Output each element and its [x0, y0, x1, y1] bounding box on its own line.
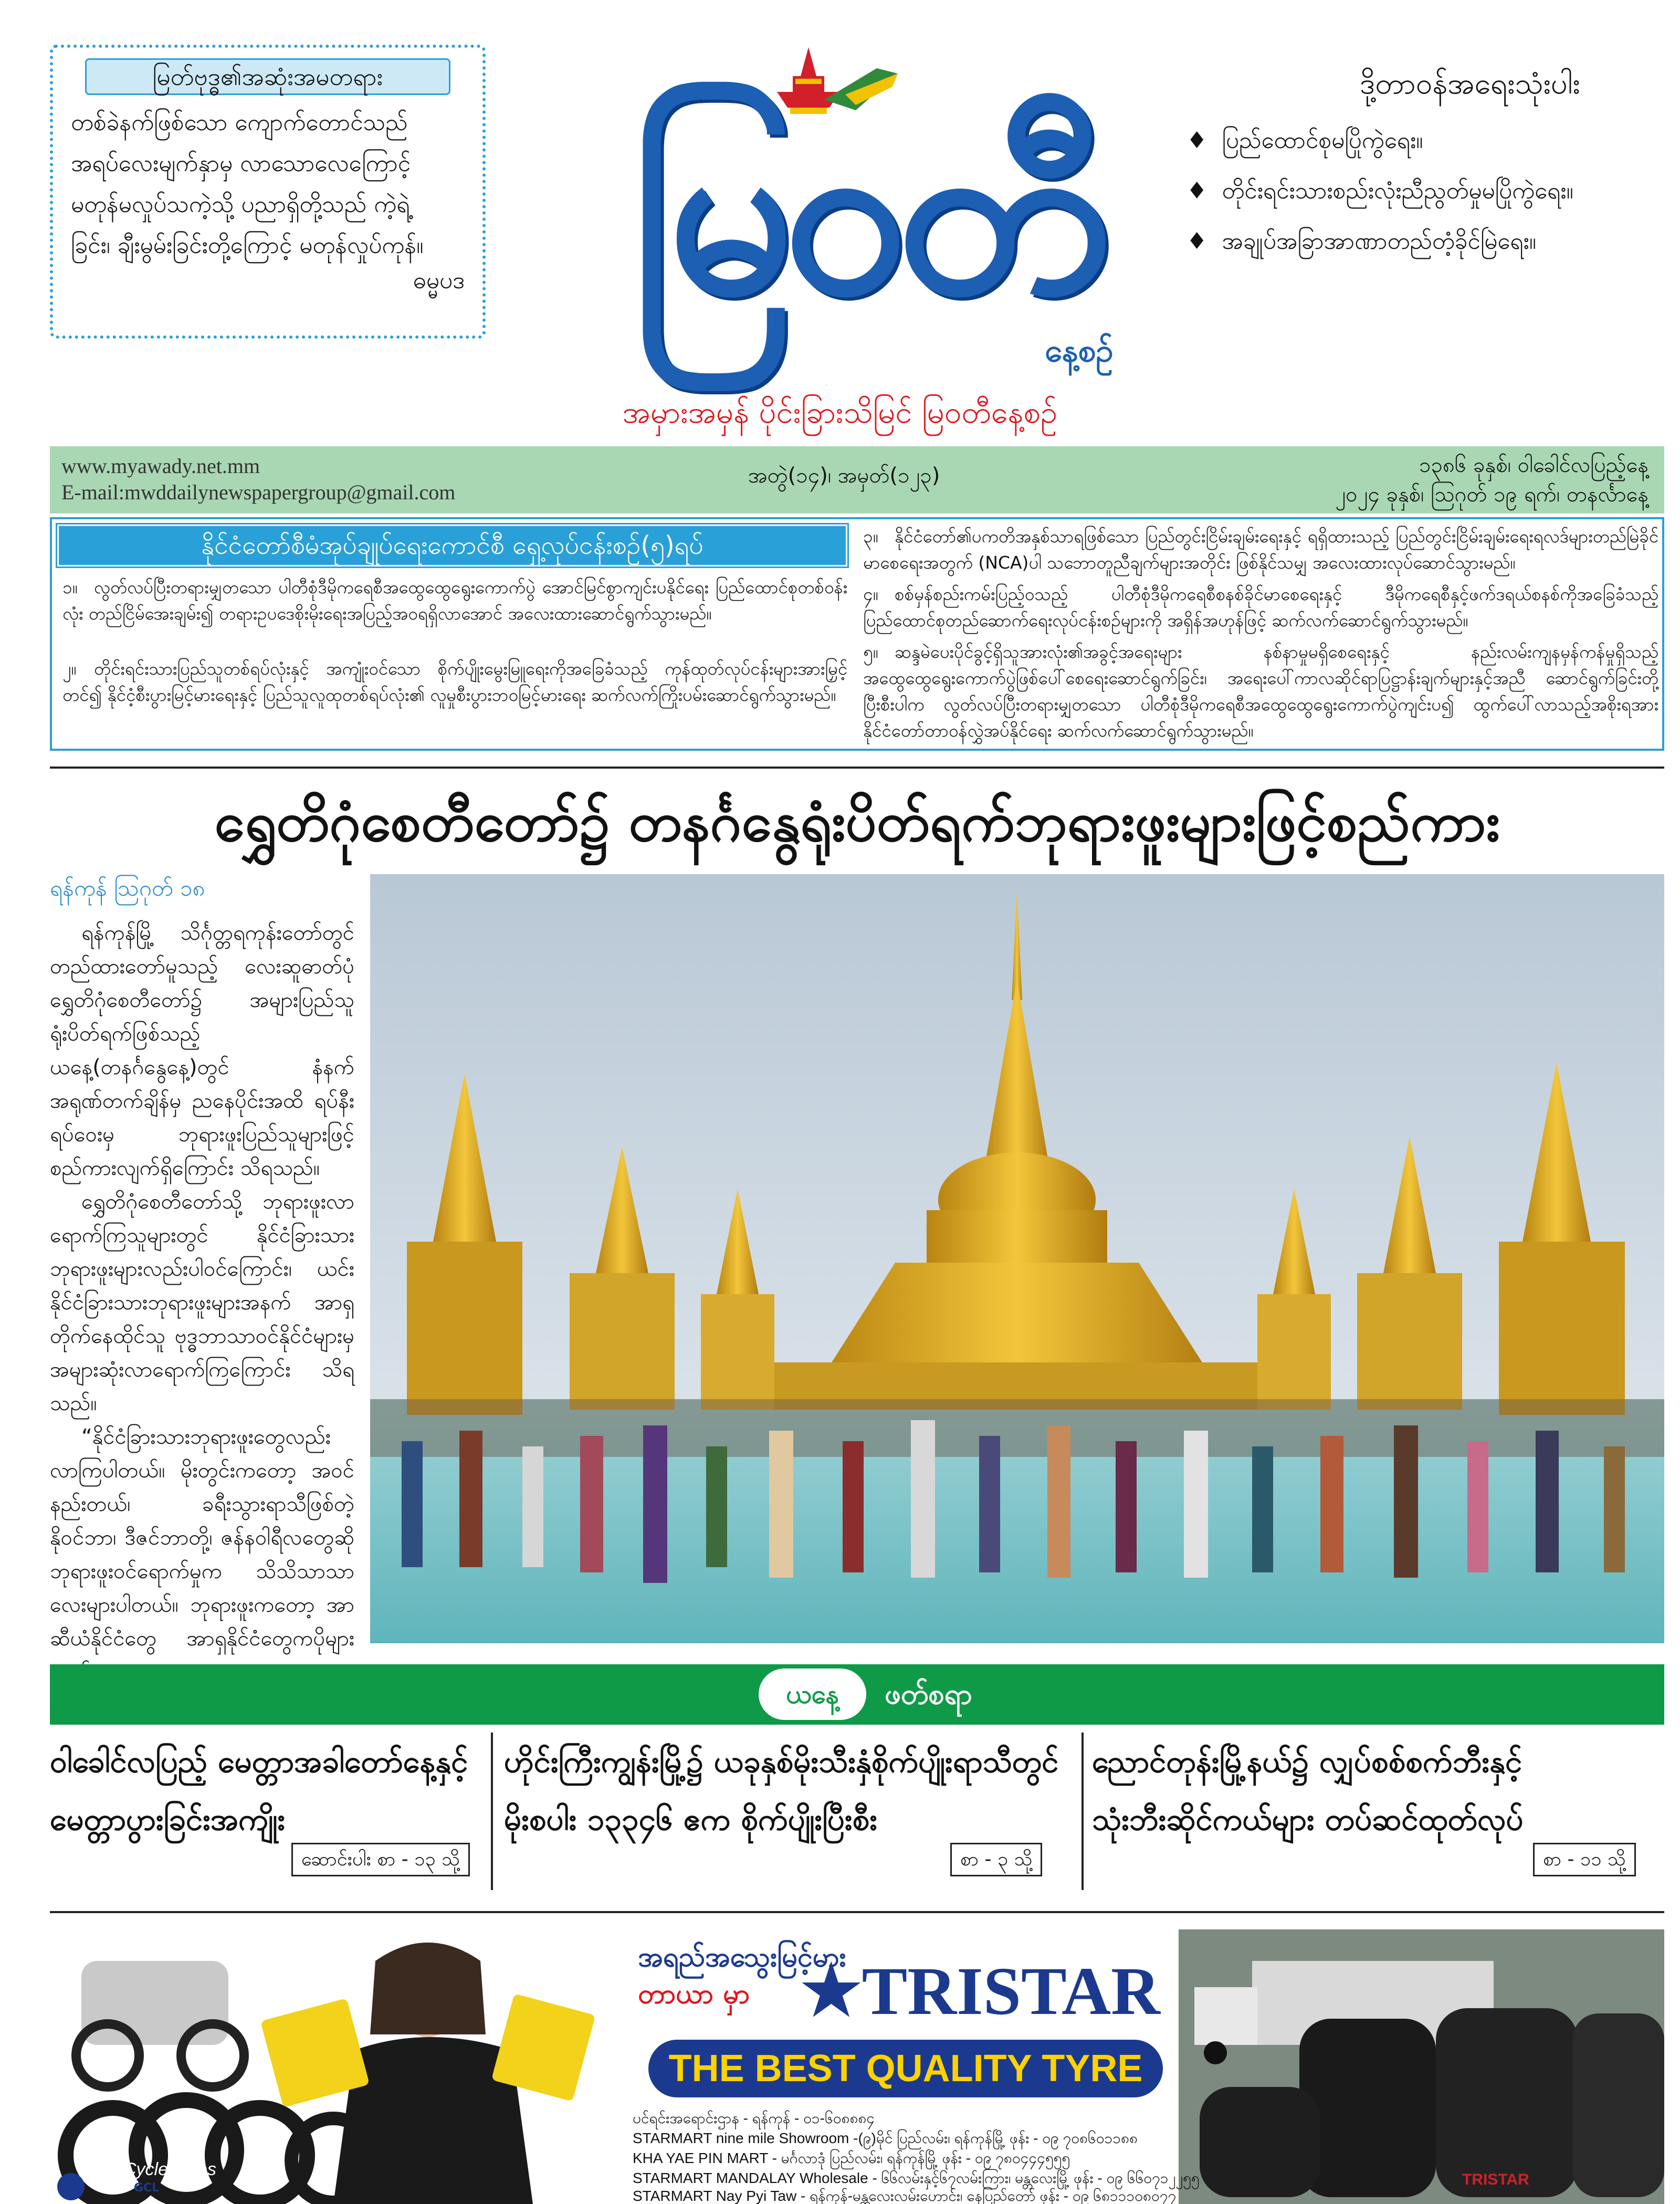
slogans-title: ဒို့တာဝန်အရေးသုံးပါး: [1360, 67, 1580, 101]
shwedagon-pagoda-photo: [370, 874, 1664, 1643]
slogan-text: တိုင်းရင်းသားစည်းလုံးညီညွတ်မှုမပြိုကွဲရေး။: [1222, 177, 1573, 204]
slogan-item: [1186, 166, 1659, 216]
teaser-line: မေတ္တာပွားခြင်းအကျိုး: [50, 1801, 286, 1837]
ad-tagline-2: တာယာ မှာ: [638, 1978, 750, 2010]
ad-contact-line: KHA YAE PIN MART - မင်္ဂလာဒုံ ပြည်လမ်း၊ ရန်ကုန်မြို့ ဖုန်း - ၀၉ ၇၈၀၄၄၄၅၅၅: [633, 2150, 1070, 2166]
objective-number: ၁။: [62, 577, 78, 597]
objective-text: ဆန္ဒမဲပေးပိုင်ခွင့်ရှိသူအားလုံး၏အခွင့်အရေးများ နစ်နာမှုမရှိစေရေးနှင့် နည်းလမ်းကျနမှန်ကန်မှုရှိသည့် အထွေထွေရွေးကောက်ပွဲဖြစ်ပေါ်စေရေးဆောင်ရွက်ခြင်း၊ အရေးပေါ်ကာလဆိုင်ရာပြဋ္ဌာန်းချက်များနှင့်အညီ ဆောင်ရွက်ခြင်းတို့ပြီးစီးပါက လွတ်လပ်ပြီးတရားမျှတသော ပါတီစုံဒီမိုကရေစီအထွေထွေရွေးကောက်ပွဲကျင်းပ၍ ထွက်ပေါ်လာသည့်အစိုးရအား နိုင်ငံတော်တာဝန်လွှဲအပ်နိုင်ရေး ဆက်လက်ဆောင်ရွက်သွားမည်။: [863, 642, 1658, 741]
quote-title: မြတ်ဗုဒ္ဓ၏အဆုံးအမတရား: [85, 58, 450, 95]
objectives-box: [50, 517, 1664, 751]
teaser-line: ဟိုင်းကြီးကျွန်းမြို့၌ ယခုနှစ်မိုးသီးနှံစိုက်ပျိုးရာသီတွင်: [504, 1744, 1059, 1779]
objectives-title: နိုင်ငံတော်စီမံအုပ်ချုပ်ရေးကောင်စီ ရှေ့လုပ်ငန်းစဉ်(၅)ရပ်: [57, 524, 847, 566]
masthead-title: မြဝတီ: [631, 87, 1101, 343]
today-pill: ယနေ့: [759, 1668, 866, 1720]
objective-number: ၄။: [863, 584, 878, 604]
objective-text: နိုင်ငံတော်၏ပကတိအနှစ်သာရဖြစ်သော ပြည်တွင်းငြိမ်းချမ်းရေးနှင့် ရရှိထားသည့် ပြည်တွင်းငြိမ်းချမ်းရေးရလဒ်များတည်မြဲခိုင်မာစေရေးအတွက် (NCA)ပါ သဘောတူညီချက်များအတိုင်း ဖြစ်နိုင်သမျှ အလေးထားလုပ်ဆောင်သွားမည်။: [863, 526, 1658, 573]
ad-contact-line: STARMART MANDALAY Wholesale - ၆၆လမ်းနှင့်၆၇လမ်းကြား၊ မန္တလေးမြို့ ဖုန်း - ၀၉ ၆၆၀၇၁၂၂၅၅: [633, 2170, 1200, 2186]
objective-number: ၂။: [62, 658, 77, 679]
objective-item: [863, 581, 1658, 634]
teaser-page-ref[interactable]: စာ - ၁၁ သို့: [1533, 1843, 1636, 1876]
teaser-item[interactable]: [50, 1733, 491, 1906]
objective-item: [863, 639, 1658, 744]
objective-text: စစ်မှန်စည်းကမ်းပြည့်ဝသည့် ပါတီစုံဒီမိုကရေစီစနစ်ခိုင်မာစေရေးနှင့် ဒီမိုကရေစီနှင့်ဖက်ဒရယ်စနစ်ကိုအခြေခံသည့် ပြည်ထောင်စုတည်ဆောက်ရေးလုပ်ငန်းစဉ်များကို အရှိန်အဟုန်ဖြင့် ဆက်လက်ဆောင်ရွက်သွားမည်။: [863, 584, 1658, 631]
quote-line: မတုန်မလှုပ်သကဲ့သို့ ပညာရှိတို့သည် ကဲ့ရဲ့: [71, 191, 410, 218]
quote-source: ဓမ္မပဒ: [413, 267, 465, 294]
ad-brand-name: ★TRISTAR: [801, 1954, 1160, 2029]
slogan-text: ပြည်ထောင်စုမပြိုကွဲရေး။: [1222, 127, 1423, 154]
ad-tagline: အရည်အသွေးမြင့်မား: [638, 1941, 846, 1973]
teaser-line: မိုးစပါး ၁၃၃၄၆ ဧက စိုက်ပျိုးပြီးစီး: [504, 1801, 877, 1837]
date-myanmar: ၁၃၈၆ ခုနှစ်၊ ဝါခေါင်လပြည့်နေ့: [1419, 453, 1648, 477]
issue-number: အတွဲ(၁၄)၊ အမှတ်(၁၂၃): [748, 464, 940, 488]
article-byline: ရန်ကုန် ဩဂုတ် ၁၈: [50, 875, 205, 901]
date-gregorian: ၂၀၂၄ ခုနှစ်၊ ဩဂုတ် ၁၉ ရက်၊ တနင်္လာနေ့: [1335, 482, 1648, 507]
tristar-badge: TRISTAR: [1462, 2171, 1529, 2188]
slogan-item: [1186, 216, 1659, 267]
masthead-subtitle: နေ့စဉ်: [1045, 332, 1114, 369]
cycle-tyres-label: Cycle Tyres: [123, 2159, 216, 2179]
pagoda-photo-image: [370, 874, 1664, 1643]
quote-line: ခြင်း၊ ချီးမွမ်းခြင်းတို့ကြောင့် မတုန်လှုပ်ကုန်။: [71, 232, 424, 259]
teaser-line: သုံးဘီးဆိုင်ကယ်များ တပ်ဆင်ထုတ်လုပ်: [1092, 1801, 1524, 1837]
ad-slogan: THE BEST QUALITY TYRE: [648, 2040, 1163, 2097]
email-link[interactable]: E-mail:mwddailynewspapergroup@gmail.com: [61, 480, 456, 504]
teaser-item[interactable]: [504, 1733, 1082, 1906]
masthead-logo[interactable]: [583, 37, 1150, 383]
teaser-line: ညောင်တုန်းမြို့နယ်၌ လျှပ်စစ်စက်ဘီးနှင့်: [1092, 1744, 1522, 1779]
gcl-badge: GCL: [134, 2181, 160, 2195]
article-paragraph: ရွှေတိဂုံစေတီတော်သို့ ဘုရားဖူးလာရောက်ကြသူများတွင် နိုင်ငံခြားသားဘုရားဖူးများလည်းပါဝင်ကြောင်း၊ ယင်းနိုင်ငံခြားသားဘုရားဖူးများအနက် အာရှတိုက်နေထိုင်သူ ဗုဒ္ဓဘာသာဝင်နိုင်ငံများမှ အများဆုံးလာရောက်ကြကြောင်း သိရသည်။: [50, 1190, 354, 1415]
teaser-page-ref[interactable]: စာ - ၃ သို့: [950, 1843, 1042, 1876]
contents-label: ဖတ်စရာ: [885, 1677, 973, 1710]
objective-item: [62, 574, 847, 627]
diamond-bullet-icon: ♦: [1186, 228, 1208, 255]
masthead-motto: အမှားအမှန် ပိုင်းခြားသိမြင် မြဝတီနေ့စဉ်: [622, 394, 1058, 430]
divider: [491, 1733, 493, 1890]
article-body: [50, 916, 354, 1723]
objective-text: တိုင်းရင်းသားပြည်သူတစ်ရပ်လုံးနှင့် အကျုံးဝင်သော စိုက်ပျိုးမွေးမြူရေးကိုအခြေခံသည့် ကုန်ထုတ်လုပ်ငန်းများအားမြှင့်တင်၍ နိုင်ငံ့စီးပွားမြင့်မားရေးနှင့် ပြည်သူလူထုတစ်ရပ်လုံး၏ လူမှုစီးပွားဘဝမြင့်မားရေး ဆက်လက်ကြိုးပမ်းဆောင်ရွက်သွားမည်။: [62, 658, 847, 705]
quote-line: တစ်ခဲနက်ဖြစ်သော ကျောက်တောင်သည်: [71, 109, 408, 136]
article-paragraph: ရန်ကုန်မြို့ သိင်္ဂုတ္တရကုန်းတော်တွင် တည်ထားတော်မူသည့် လေးဆူဓာတ်ပုံ ရွှေတိဂုံစေတီတော်၌ အများပြည်သူရုံးပိတ်ရက်ဖြစ်သည့် ယနေ့(တနင်္ဂနွေနေ့)တွင် နံနက်အရုဏ်တက်ချိန်မှ ညနေပိုင်းအထိ ရပ်နီးရပ်ဝေးမှ ဘုရားဖူးပြည်သူများဖြင့် စည်ကားလျက်ရှိကြောင်း သိရသည်။: [50, 921, 354, 1180]
objective-text: လွတ်လပ်ပြီးတရားမျှတသော ပါတီစုံဒီမိုကရေစီအထွေထွေရွေးကောက်ပွဲ အောင်မြင်စွာကျင်းပနိုင်ရေး ပြည်ထောင်စုတစ်ဝန်းလုံး တည်ငြိမ်အေးချမ်း၍ တရားဥပဒေစိုးမိုးရေးအပြည့်အဝရရှိလာအောင် အလေးထားဆောင်ရွက်သွားမည်။: [62, 577, 847, 624]
diamond-bullet-icon: ♦: [1186, 177, 1208, 204]
divider: [50, 1911, 1664, 1913]
website-link[interactable]: www.myawady.net.mm: [61, 454, 260, 478]
objective-number: ၃။: [863, 526, 878, 547]
tristar-tyre-ad[interactable]: [50, 1929, 1664, 2204]
national-duties-panel: [1186, 63, 1659, 267]
teaser-item[interactable]: [1092, 1733, 1664, 1906]
objective-item: [62, 656, 847, 708]
info-strip: [50, 446, 1664, 513]
divider: [1082, 1733, 1084, 1890]
teaser-line: ဝါခေါင်လပြည့် မေတ္တာအခါတော်နေ့နှင့်: [50, 1744, 468, 1779]
objective-number: ၅။: [863, 642, 878, 662]
diamond-bullet-icon: ♦: [1186, 127, 1208, 154]
article-paragraph: “နိုင်ငံခြားသားဘုရားဖူးတွေလည်း လာကြပါတယ်။ မိုးတွင်းကတော့ အဝင်နည်းတယ်၊ ခရီးသွားရာသီဖြစ်တဲ့ နိုဝင်ဘာ၊ ဒီဇင်ဘာတို့၊ ဇန်နဝါရီလတွေဆို ဘုရားဖူးဝင်ရောက်မှုက သိသိသာသာလေးများပါတယ်။ ဘုရားဖူးကတော့ အာဆီယံနိုင်ငံတွေ အာရှနိုင်ငံတွေကပိုများ: [50, 1425, 354, 1651]
ad-contact-line: STARMART nine mile Showroom -(၉)မိုင် ပြည်လမ်း၊ ရန်ကုန်မြို့ ဖုန်း - ၀၉ ၇၀၈၆၀၁၁၈၈: [633, 2130, 1138, 2146]
teaser-page-ref[interactable]: ဆောင်းပါး စာ - ၁၃ သို့: [291, 1843, 470, 1876]
slogan-item: [1186, 116, 1659, 166]
slogan-text: အချုပ်အခြာအာဏာတည်တံ့ခိုင်မြဲရေး။: [1222, 228, 1537, 255]
ad-contact-line: STARMART Nay Pyi Taw - ရန်ကုန်-မန္တလေးလမ်းဟောင်း၊ နေပြည်တော် ဖုန်း - ၀၉ ၆၈၁၁၁၀၈၀၇၇: [633, 2188, 1177, 2204]
star-logo-icon: ★: [801, 1954, 862, 2029]
article-headline[interactable]: ရွှေတိဂုံစေတီတော်၌ တနင်္ဂနွေရုံးပိတ်ရက်ဘုရားဖူးများဖြင့်စည်ကား: [214, 790, 1500, 854]
todays-contents-bar: [50, 1664, 1664, 1725]
quote-text: [71, 102, 465, 266]
quote-line: အရပ်လေးမျက်နှာမှ လာသောလေကြောင့်: [71, 150, 411, 177]
ad-contact-line: ပင်ရင်းအရောင်းဌာန - ရန်ကုန် - ၀၁-၆၀၈၈၈၄: [633, 2110, 875, 2126]
objective-item: [863, 523, 1658, 576]
dharma-quote-box: [50, 45, 486, 339]
divider: [50, 767, 1664, 769]
